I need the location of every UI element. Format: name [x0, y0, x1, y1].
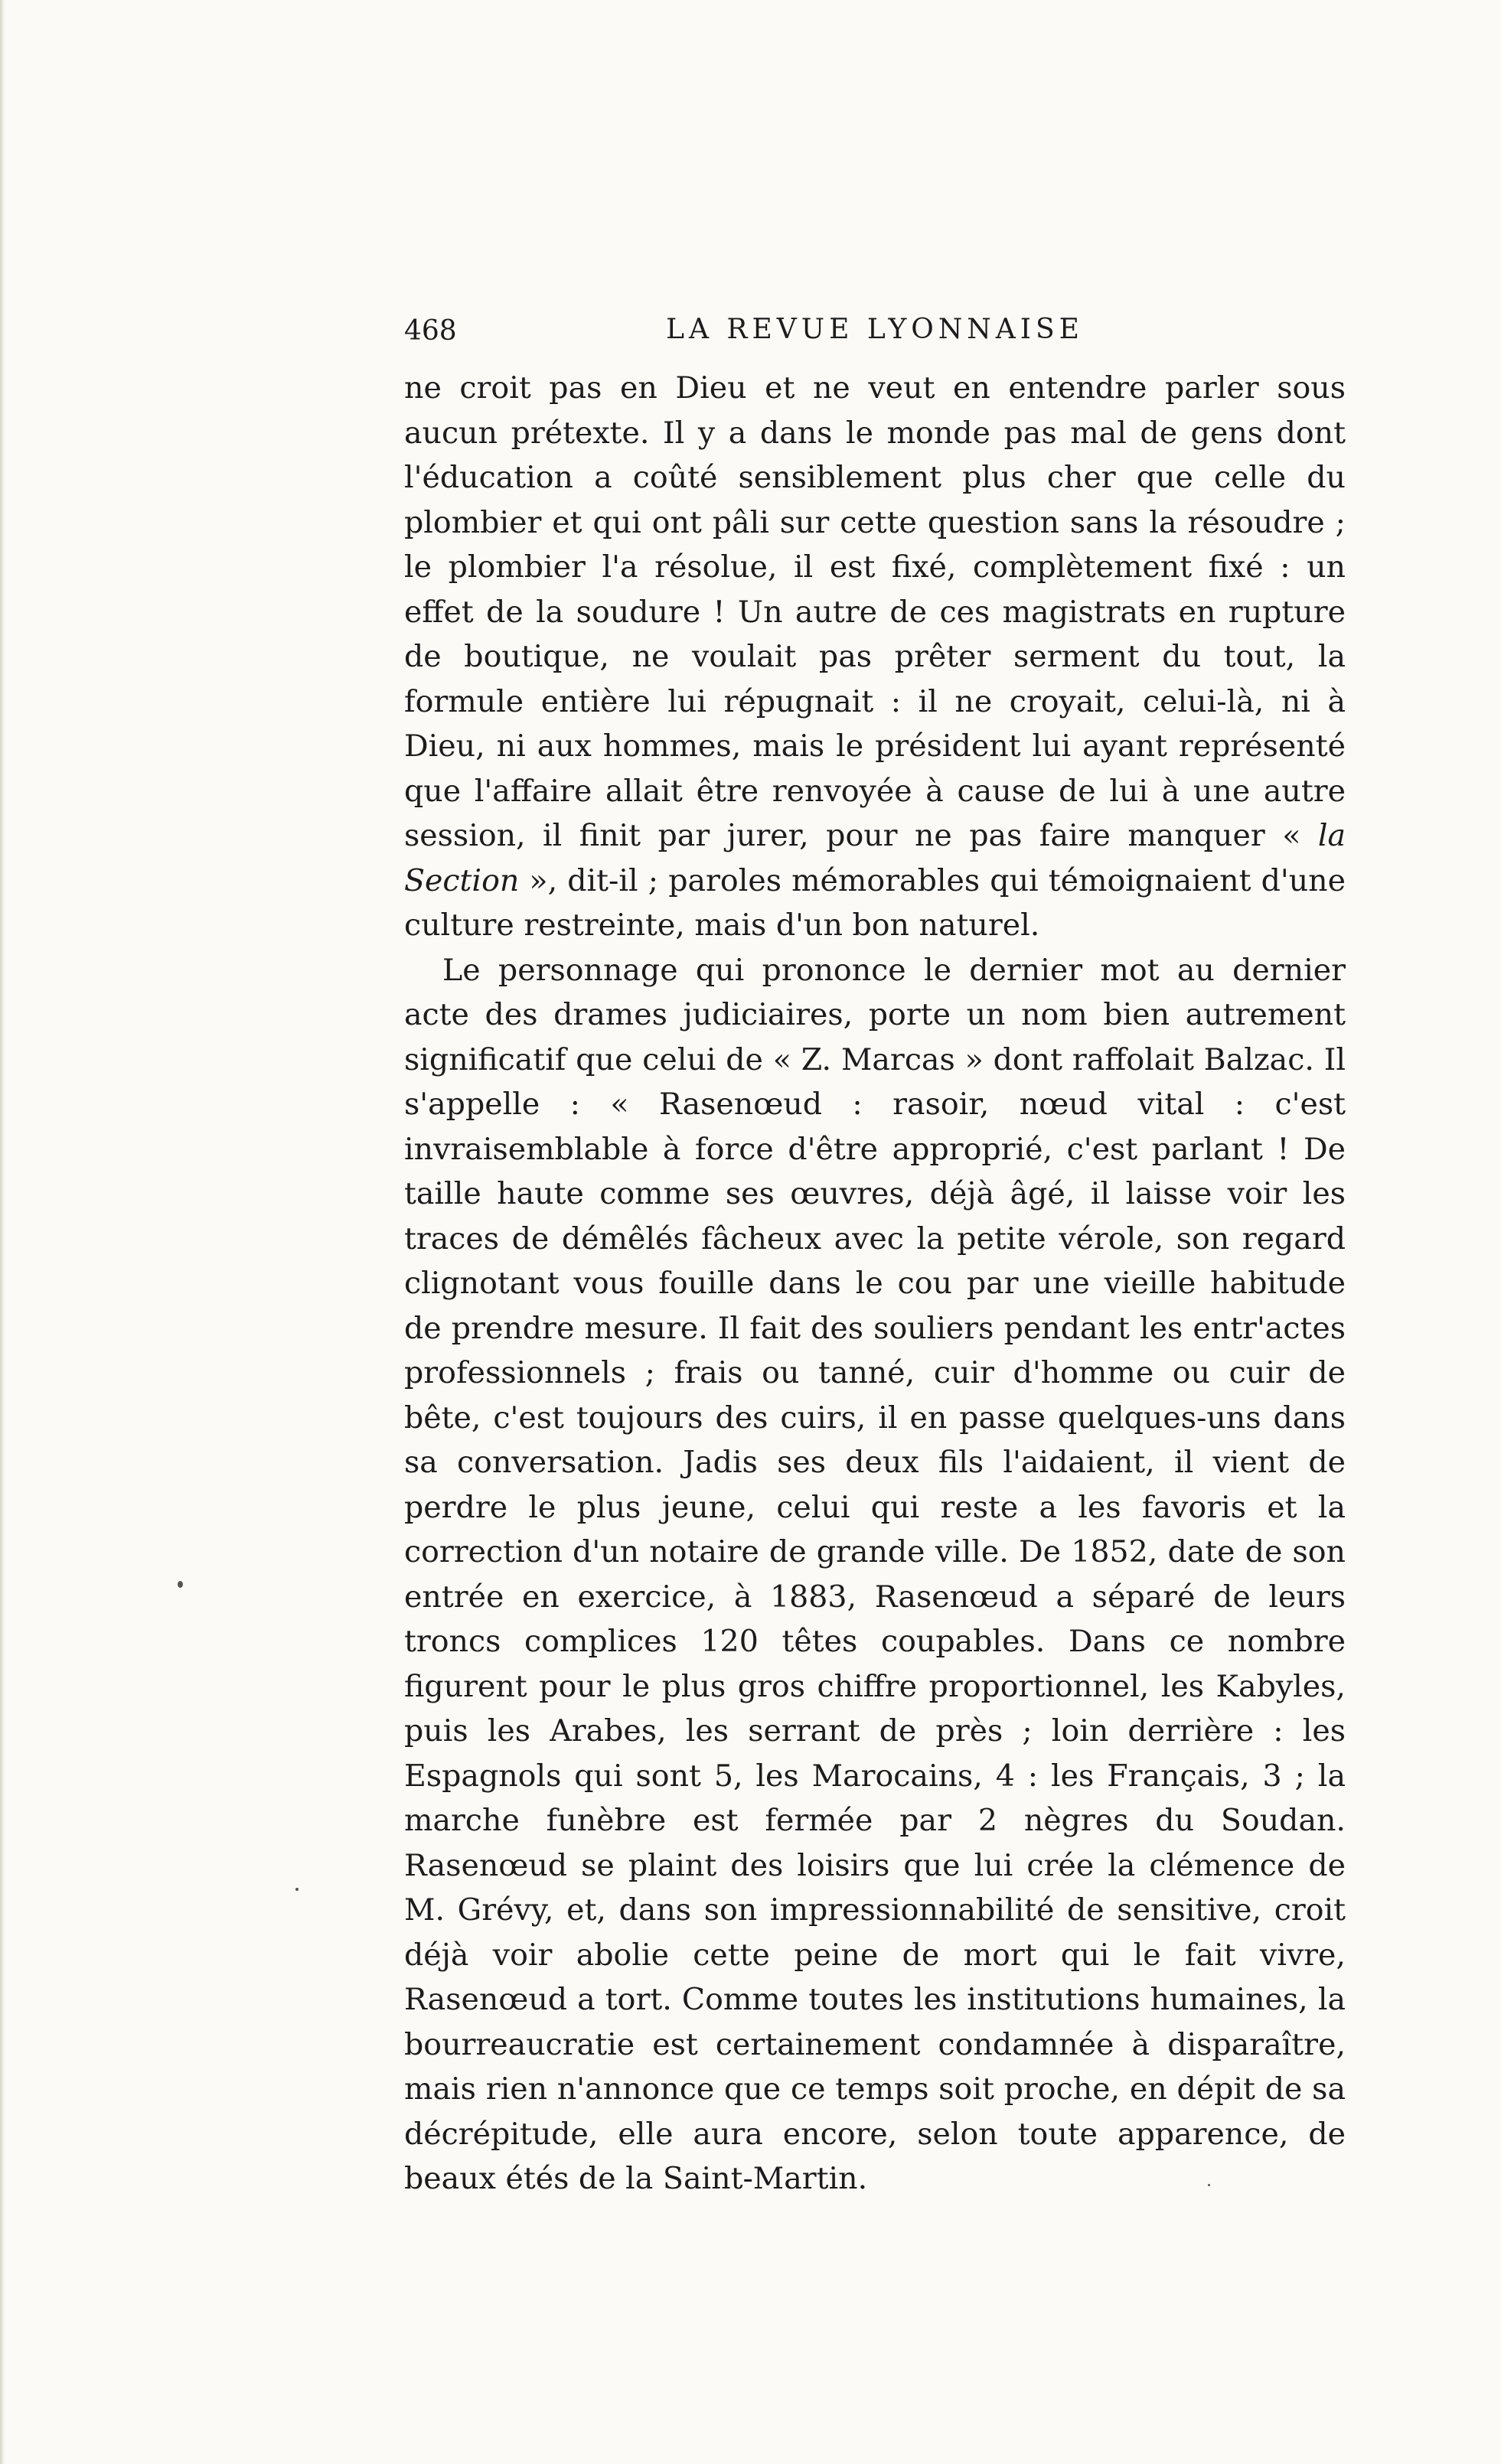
- paragraph-2: Le personnage qui prononce le dernier mot au dernier acte des drames judiciaires, porte un nom bien autrement significatif que celui de « Z. Marcas » dont raffolait Balzac. Il s'appelle : « Rasenœud : rasoir, nœud vital : c'est invraisemblable à force d'être approprié, c'est parlant ! De taille haute comme ses œuvres, déjà âgé, il laisse voir les traces de démêlés fâcheux avec la petite vérole, son regard clignotant vous fouille dans le cou par une vieille habitude de prendre mesure. Il fait des souliers pendant les entr'actes professionnels ; frais ou tanné, cuir d'homme ou cuir de bête, c'est toujours des cuirs, il en passe quelques-uns dans sa conversation. Jadis ses deux fils l'aidaient, il vient de perdre le plus jeune, celui qui reste a les favoris et la correction d'un notaire de grande ville. De 1852, date de son entrée en exercice, à 1883, Rasenœud a séparé de leurs troncs complices 120 têtes coupables. Dans ce nombre figurent pour le plus gros chiffre proportionnel, les Kabyles, puis les Arabes, les serrant de près ; loin derrière : les Espagnols qui sont 5, les Marocains, 4 : les Français, 3 ; la marche funèbre est fermée par 2 nègres du Soudan. Rasenœud se plaint des loisirs que lui crée la clémence de M. Grévy, et, dans son impressionnabilité de sensitive, croit déjà voir abolie cette peine de mort qui le fait vivre, Rasenœud a tort. Comme toutes les institutions humaines, la bourreaucratie est certainement condamnée à disparaître, mais rien n'annonce que ce temps soit proche, en dépit de sa décrépitude, elle aura encore, selon toute apparence, de beaux étés de la Saint-Martin.: [404, 952, 1346, 2196]
- paragraph-1-text-after: », dit-il ; paroles mémorables qui témoignaient d'une culture restreinte, mais d'un bon naturel.: [404, 862, 1346, 943]
- paragraph-1-text: ne croit pas en Dieu et ne veut en entendre parler sous aucun prétexte. Il y a dans le monde pas mal de gens dont l'éducation a coûté sensiblement plus cher que celle du plombier et qui ont pâli sur cette question sans la résoudre ; le plombier l'a résolue, il est fixé, complètement fixé : un effet de la soudure ! Un autre de ces magistrats en rupture de boutique, ne voulait pas prêter serment du tout, la formule entière lui répugnait : il ne croyait, celui-là, ni à Dieu, ni aux hommes, mais le président lui ayant représenté que l'affaire allait être renvoyée à cause de lui à une autre session, il finit par jurer, pour ne pas faire manquer «: [404, 370, 1346, 853]
- running-title: LA REVUE LYONNAISE: [666, 314, 1084, 345]
- ink-speck: [295, 1888, 299, 1891]
- ink-speck: [1208, 2184, 1210, 2186]
- page-number: 468: [404, 315, 457, 347]
- body-text: [404, 366, 1346, 2202]
- ink-speck: [178, 1581, 183, 1588]
- page-header: [404, 309, 1346, 363]
- paragraph-1-italic: la Section: [404, 818, 1346, 898]
- paragraph-1: [404, 366, 1346, 948]
- scan-edge-shadow: [0, 0, 5, 2464]
